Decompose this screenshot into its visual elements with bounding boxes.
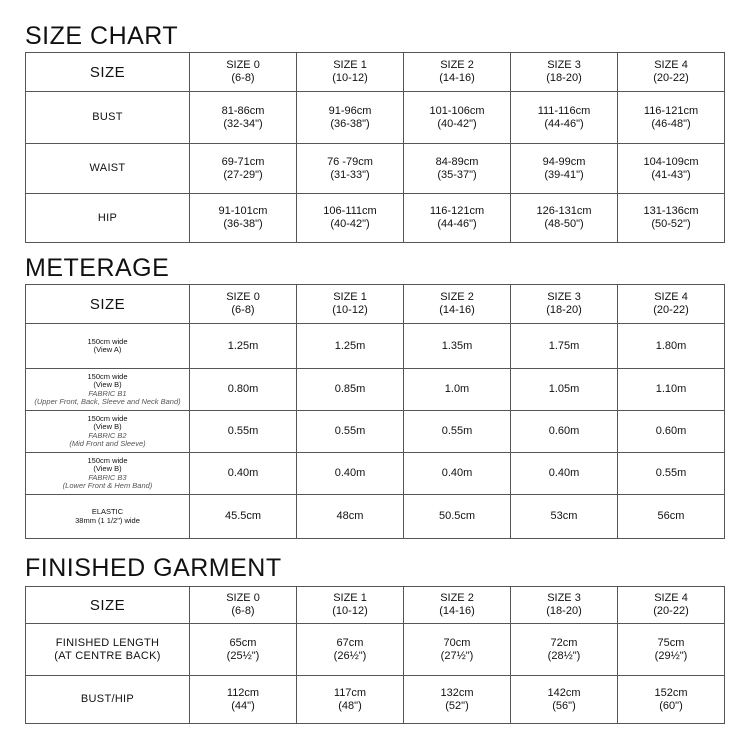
finished-garment-title: FINISHED GARMENT	[25, 554, 282, 582]
size-chart-title: SIZE CHART	[25, 22, 179, 50]
meterage-cell: 45.5cm	[190, 495, 297, 539]
measurement-cell: 111-116cm (44-46")	[511, 92, 618, 144]
meterage-cell: 1.10m	[618, 369, 725, 411]
meterage-cell: 1.25m	[297, 324, 404, 369]
meterage-cell: 1.35m	[404, 324, 511, 369]
meterage-cell: 0.40m	[404, 453, 511, 495]
measurement-cell: 91-101cm (36-38")	[190, 194, 297, 243]
table-row	[26, 369, 725, 411]
meterage-cell: 1.80m	[618, 324, 725, 369]
row-label-waist: WAIST	[26, 144, 190, 194]
meterage-cell: 0.55m	[297, 411, 404, 453]
meterage-cell: 0.80m	[190, 369, 297, 411]
table-row	[26, 194, 725, 243]
measurement-cell: 142cm (56")	[511, 676, 618, 724]
meterage-cell: 0.40m	[297, 453, 404, 495]
measurement-cell: 116-121cm (44-46")	[404, 194, 511, 243]
size-column-header: SIZE 2 (14-16)	[404, 285, 511, 324]
measurement-cell: 131-136cm (50-52")	[618, 194, 725, 243]
size-column-header: SIZE 0 (6-8)	[190, 285, 297, 324]
measurement-cell: 94-99cm (39-41")	[511, 144, 618, 194]
size-column-header: SIZE 3 (18-20)	[511, 587, 618, 624]
size-chart-header-row	[26, 53, 725, 92]
fabric-label-b2: 150cm wide (View B) FABRIC B2 (Mid Front and Sleeve)	[26, 411, 190, 453]
table-row	[26, 453, 725, 495]
finished-garment-header-row	[26, 587, 725, 624]
measurement-cell: 101-106cm (40-42")	[404, 92, 511, 144]
size-column-header: SIZE 4 (20-22)	[618, 587, 725, 624]
fabric-label-b1: 150cm wide (View B) FABRIC B1 (Upper Front, Back, Sleeve and Neck Band)	[26, 369, 190, 411]
fabric-label-view-a: 150cm wide (View A)	[26, 324, 190, 369]
table-row	[26, 324, 725, 369]
meterage-cell: 0.60m	[618, 411, 725, 453]
size-column-header: SIZE 3 (18-20)	[511, 53, 618, 92]
measurement-cell: 84-89cm (35-37")	[404, 144, 511, 194]
table-row	[26, 92, 725, 144]
measurement-cell: 70cm (27½")	[404, 624, 511, 676]
meterage-cell: 0.55m	[618, 453, 725, 495]
meterage-header-row	[26, 285, 725, 324]
meterage-cell: 1.75m	[511, 324, 618, 369]
size-column-header: SIZE 2 (14-16)	[404, 53, 511, 92]
size-column-header: SIZE 2 (14-16)	[404, 587, 511, 624]
measurement-cell: 117cm (48")	[297, 676, 404, 724]
meterage-cell: 53cm	[511, 495, 618, 539]
measurement-cell: 69-71cm (27-29")	[190, 144, 297, 194]
meterage-cell: 0.55m	[404, 411, 511, 453]
size-column-header: SIZE 4 (20-22)	[618, 53, 725, 92]
meterage-cell: 0.40m	[190, 453, 297, 495]
size-header-cell: SIZE	[26, 587, 190, 624]
size-column-header: SIZE 1 (10-12)	[297, 285, 404, 324]
table-row	[26, 495, 725, 539]
meterage-cell: 1.05m	[511, 369, 618, 411]
meterage-cell: 0.85m	[297, 369, 404, 411]
meterage-title: METERAGE	[25, 254, 170, 282]
measurement-cell: 76 -79cm (31-33")	[297, 144, 404, 194]
measurement-cell: 126-131cm (48-50")	[511, 194, 618, 243]
meterage-cell: 56cm	[618, 495, 725, 539]
table-row	[26, 411, 725, 453]
measurement-cell: 104-109cm (41-43")	[618, 144, 725, 194]
size-column-header: SIZE 0 (6-8)	[190, 53, 297, 92]
size-header-cell: SIZE	[26, 53, 190, 92]
size-column-header: SIZE 3 (18-20)	[511, 285, 618, 324]
row-label-finished-length: FINISHED LENGTH (AT CENTRE BACK)	[26, 624, 190, 676]
meterage-cell: 1.0m	[404, 369, 511, 411]
measurement-cell: 75cm (29½")	[618, 624, 725, 676]
measurement-cell: 116-121cm (46-48")	[618, 92, 725, 144]
meterage-cell: 48cm	[297, 495, 404, 539]
size-column-header: SIZE 1 (10-12)	[297, 53, 404, 92]
meterage-cell: 50.5cm	[404, 495, 511, 539]
measurement-cell: 72cm (28½")	[511, 624, 618, 676]
meterage-cell: 1.25m	[190, 324, 297, 369]
measurement-cell: 67cm (26½")	[297, 624, 404, 676]
table-row	[26, 144, 725, 194]
measurement-cell: 106-111cm (40-42")	[297, 194, 404, 243]
size-column-header: SIZE 1 (10-12)	[297, 587, 404, 624]
measurement-cell: 81-86cm (32-34")	[190, 92, 297, 144]
row-label-hip: HIP	[26, 194, 190, 243]
fabric-label-b3: 150cm wide (View B) FABRIC B3 (Lower Front & Hem Band)	[26, 453, 190, 495]
table-row	[26, 624, 725, 676]
size-chart-table	[25, 52, 725, 243]
size-column-header: SIZE 4 (20-22)	[618, 285, 725, 324]
size-column-header: SIZE 0 (6-8)	[190, 587, 297, 624]
measurement-cell: 65cm (25½")	[190, 624, 297, 676]
meterage-cell: 0.60m	[511, 411, 618, 453]
meterage-cell: 0.55m	[190, 411, 297, 453]
row-label-bust-hip: BUST/HIP	[26, 676, 190, 724]
table-row	[26, 676, 725, 724]
measurement-cell: 152cm (60")	[618, 676, 725, 724]
measurement-cell: 112cm (44")	[190, 676, 297, 724]
meterage-cell: 0.40m	[511, 453, 618, 495]
row-label-bust: BUST	[26, 92, 190, 144]
measurement-cell: 132cm (52")	[404, 676, 511, 724]
size-header-cell: SIZE	[26, 285, 190, 324]
elastic-label: ELASTIC 38mm (1 1/2") wide	[26, 495, 190, 539]
meterage-table	[25, 284, 725, 539]
finished-garment-table	[25, 586, 725, 724]
measurement-cell: 91-96cm (36-38")	[297, 92, 404, 144]
